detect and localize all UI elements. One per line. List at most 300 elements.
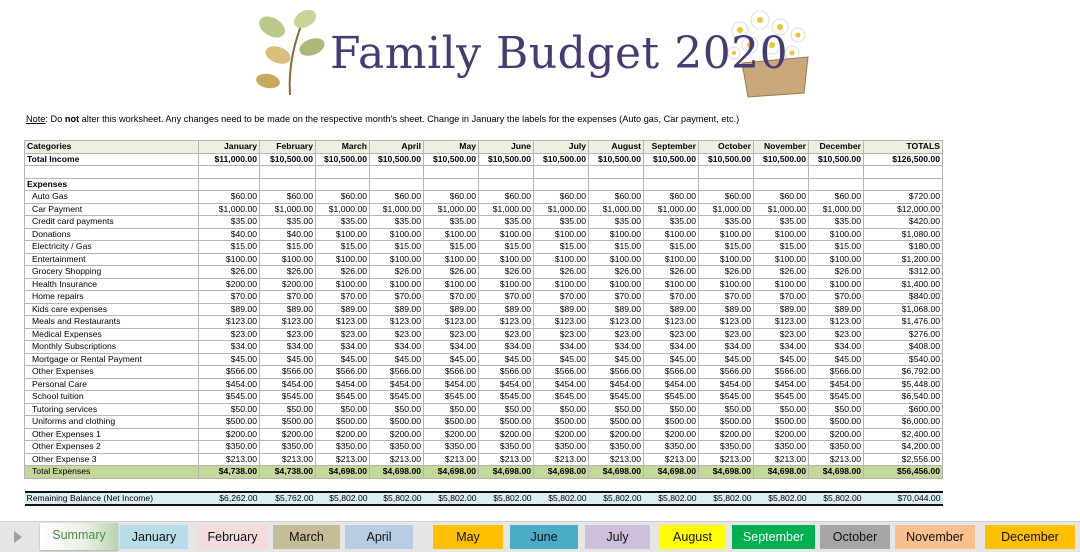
value-cell[interactable] (424, 478, 479, 492)
category-cell[interactable]: Kids care expenses (25, 303, 199, 316)
value-cell[interactable]: $213.00 (644, 453, 699, 466)
value-cell[interactable]: $35.00 (199, 216, 260, 229)
value-cell[interactable]: $70.00 (644, 291, 699, 304)
value-cell[interactable]: $70.00 (589, 291, 644, 304)
total-cell[interactable]: $6,000.00 (864, 416, 943, 429)
value-cell[interactable] (316, 178, 370, 191)
sheet-tab-august[interactable]: August (660, 525, 725, 549)
value-cell[interactable]: $100.00 (644, 278, 699, 291)
value-cell[interactable]: $500.00 (809, 416, 864, 429)
value-cell[interactable]: $35.00 (479, 216, 534, 229)
category-cell[interactable]: Total Income (25, 153, 199, 166)
sheet-tab-march[interactable]: March (273, 525, 340, 549)
value-cell[interactable]: $5,762.00 (260, 492, 316, 505)
value-cell[interactable]: $100.00 (699, 228, 754, 241)
value-cell[interactable]: $10,500.00 (589, 153, 644, 166)
value-cell[interactable]: $100.00 (424, 278, 479, 291)
value-cell[interactable]: $26.00 (479, 266, 534, 279)
value-cell[interactable] (644, 478, 699, 492)
category-cell[interactable]: Other Expenses (25, 366, 199, 379)
value-cell[interactable]: $50.00 (589, 403, 644, 416)
value-cell[interactable]: $566.00 (809, 366, 864, 379)
value-cell[interactable]: $123.00 (754, 316, 809, 329)
value-cell[interactable]: $10,500.00 (370, 153, 424, 166)
value-cell[interactable]: $50.00 (644, 403, 699, 416)
value-cell[interactable]: $26.00 (370, 266, 424, 279)
value-cell[interactable]: $34.00 (479, 341, 534, 354)
value-cell[interactable]: $15.00 (424, 241, 479, 254)
value-cell[interactable]: $60.00 (260, 191, 316, 204)
value-cell[interactable]: $89.00 (479, 303, 534, 316)
value-cell[interactable]: $213.00 (534, 453, 589, 466)
value-cell[interactable]: $566.00 (479, 366, 534, 379)
total-cell[interactable]: $1,080.00 (864, 228, 943, 241)
value-cell[interactable]: $23.00 (754, 328, 809, 341)
value-cell[interactable]: $50.00 (370, 403, 424, 416)
value-cell[interactable]: $100.00 (699, 278, 754, 291)
total-cell[interactable]: $720.00 (864, 191, 943, 204)
value-cell[interactable]: $60.00 (754, 191, 809, 204)
value-cell[interactable]: $500.00 (479, 416, 534, 429)
total-cell[interactable]: $312.00 (864, 266, 943, 279)
value-cell[interactable]: $35.00 (260, 216, 316, 229)
value-cell[interactable]: $35.00 (644, 216, 699, 229)
value-cell[interactable]: $5,802.00 (644, 492, 699, 505)
total-cell[interactable]: $56,456.00 (864, 466, 943, 479)
value-cell[interactable]: $213.00 (316, 453, 370, 466)
sheet-tab-february[interactable]: February (197, 525, 268, 549)
sheet-tab-april[interactable]: April (345, 525, 413, 549)
value-cell[interactable]: $45.00 (534, 353, 589, 366)
column-header[interactable]: April (370, 141, 424, 154)
total-cell[interactable]: $1,068.00 (864, 303, 943, 316)
value-cell[interactable]: $100.00 (370, 278, 424, 291)
category-cell[interactable]: Auto Gas (25, 191, 199, 204)
value-cell[interactable]: $454.00 (644, 378, 699, 391)
value-cell[interactable]: $100.00 (809, 253, 864, 266)
value-cell[interactable]: $45.00 (699, 353, 754, 366)
value-cell[interactable]: $1,000.00 (199, 203, 260, 216)
value-cell[interactable]: $60.00 (534, 191, 589, 204)
total-cell[interactable]: $600.00 (864, 403, 943, 416)
value-cell[interactable]: $4,698.00 (479, 466, 534, 479)
value-cell[interactable]: $200.00 (260, 428, 316, 441)
value-cell[interactable]: $545.00 (479, 391, 534, 404)
value-cell[interactable]: $40.00 (199, 228, 260, 241)
value-cell[interactable]: $566.00 (370, 366, 424, 379)
value-cell[interactable]: $70.00 (534, 291, 589, 304)
value-cell[interactable]: $200.00 (589, 428, 644, 441)
value-cell[interactable]: $23.00 (316, 328, 370, 341)
value-cell[interactable]: $60.00 (316, 191, 370, 204)
value-cell[interactable]: $26.00 (699, 266, 754, 279)
value-cell[interactable]: $1,000.00 (479, 203, 534, 216)
value-cell[interactable]: $34.00 (534, 341, 589, 354)
category-cell[interactable]: Other Expenses 2 (25, 441, 199, 454)
value-cell[interactable]: $50.00 (754, 403, 809, 416)
value-cell[interactable]: $200.00 (199, 428, 260, 441)
value-cell[interactable]: $213.00 (199, 453, 260, 466)
value-cell[interactable]: $350.00 (199, 441, 260, 454)
value-cell[interactable]: $100.00 (316, 253, 370, 266)
value-cell[interactable]: $35.00 (370, 216, 424, 229)
value-cell[interactable]: $100.00 (479, 228, 534, 241)
sheet-tab-july[interactable]: July (585, 525, 650, 549)
value-cell[interactable]: $35.00 (754, 216, 809, 229)
value-cell[interactable]: $350.00 (424, 441, 479, 454)
value-cell[interactable]: $213.00 (370, 453, 424, 466)
value-cell[interactable]: $566.00 (754, 366, 809, 379)
value-cell[interactable]: $545.00 (316, 391, 370, 404)
value-cell[interactable]: $454.00 (260, 378, 316, 391)
value-cell[interactable]: $10,500.00 (754, 153, 809, 166)
column-header[interactable]: July (534, 141, 589, 154)
value-cell[interactable]: $123.00 (370, 316, 424, 329)
value-cell[interactable]: $4,698.00 (699, 466, 754, 479)
category-cell[interactable]: Electricity / Gas (25, 241, 199, 254)
value-cell[interactable]: $34.00 (699, 341, 754, 354)
value-cell[interactable]: $89.00 (754, 303, 809, 316)
category-cell[interactable]: Expenses (25, 178, 199, 191)
value-cell[interactable]: $123.00 (316, 316, 370, 329)
value-cell[interactable]: $1,000.00 (424, 203, 479, 216)
value-cell[interactable]: $5,802.00 (424, 492, 479, 505)
value-cell[interactable]: $123.00 (479, 316, 534, 329)
value-cell[interactable]: $50.00 (699, 403, 754, 416)
category-cell[interactable]: Meals and Restaurants (25, 316, 199, 329)
value-cell[interactable]: $5,802.00 (754, 492, 809, 505)
category-cell[interactable]: Remaining Balance (Net Income) (25, 492, 199, 505)
value-cell[interactable]: $1,000.00 (589, 203, 644, 216)
value-cell[interactable]: $100.00 (199, 253, 260, 266)
value-cell[interactable]: $100.00 (370, 228, 424, 241)
value-cell[interactable] (370, 166, 424, 179)
value-cell[interactable]: $26.00 (589, 266, 644, 279)
category-cell[interactable]: Mortgage or Rental Payment (25, 353, 199, 366)
value-cell[interactable] (199, 166, 260, 179)
value-cell[interactable]: $89.00 (809, 303, 864, 316)
value-cell[interactable]: $350.00 (260, 441, 316, 454)
value-cell[interactable]: $60.00 (809, 191, 864, 204)
value-cell[interactable]: $100.00 (260, 253, 316, 266)
value-cell[interactable]: $566.00 (589, 366, 644, 379)
value-cell[interactable]: $200.00 (534, 428, 589, 441)
value-cell[interactable]: $454.00 (370, 378, 424, 391)
value-cell[interactable]: $123.00 (534, 316, 589, 329)
value-cell[interactable]: $100.00 (589, 228, 644, 241)
value-cell[interactable]: $123.00 (199, 316, 260, 329)
column-header[interactable]: March (316, 141, 370, 154)
value-cell[interactable]: $45.00 (754, 353, 809, 366)
value-cell[interactable]: $500.00 (699, 416, 754, 429)
value-cell[interactable] (260, 178, 316, 191)
category-cell[interactable]: Total Expenses (25, 466, 199, 479)
value-cell[interactable] (260, 166, 316, 179)
value-cell[interactable] (479, 166, 534, 179)
value-cell[interactable]: $34.00 (370, 341, 424, 354)
total-cell[interactable]: $420.00 (864, 216, 943, 229)
value-cell[interactable]: $89.00 (199, 303, 260, 316)
value-cell[interactable]: $10,500.00 (316, 153, 370, 166)
value-cell[interactable]: $100.00 (754, 253, 809, 266)
total-cell[interactable]: $540.00 (864, 353, 943, 366)
value-cell[interactable]: $454.00 (809, 378, 864, 391)
value-cell[interactable]: $4,738.00 (260, 466, 316, 479)
value-cell[interactable]: $34.00 (424, 341, 479, 354)
value-cell[interactable]: $454.00 (589, 378, 644, 391)
value-cell[interactable] (699, 178, 754, 191)
total-cell[interactable]: $1,200.00 (864, 253, 943, 266)
value-cell[interactable]: $15.00 (644, 241, 699, 254)
value-cell[interactable]: $200.00 (370, 428, 424, 441)
value-cell[interactable]: $566.00 (644, 366, 699, 379)
value-cell[interactable] (534, 178, 589, 191)
total-cell[interactable]: $1,400.00 (864, 278, 943, 291)
total-cell[interactable]: $4,200.00 (864, 441, 943, 454)
value-cell[interactable]: $45.00 (589, 353, 644, 366)
value-cell[interactable]: $35.00 (424, 216, 479, 229)
value-cell[interactable]: $100.00 (699, 253, 754, 266)
value-cell[interactable]: $34.00 (809, 341, 864, 354)
sheet-tab-june[interactable]: June (510, 525, 578, 549)
value-cell[interactable]: $500.00 (199, 416, 260, 429)
value-cell[interactable]: $1,000.00 (809, 203, 864, 216)
category-cell[interactable]: Credit card payments (25, 216, 199, 229)
total-cell[interactable]: $6,792.00 (864, 366, 943, 379)
value-cell[interactable]: $454.00 (199, 378, 260, 391)
value-cell[interactable]: $60.00 (699, 191, 754, 204)
value-cell[interactable]: $200.00 (424, 428, 479, 441)
value-cell[interactable]: $500.00 (260, 416, 316, 429)
total-cell[interactable]: $180.00 (864, 241, 943, 254)
value-cell[interactable]: $23.00 (809, 328, 864, 341)
value-cell[interactable]: $213.00 (809, 453, 864, 466)
category-cell[interactable]: Donations (25, 228, 199, 241)
value-cell[interactable]: $34.00 (199, 341, 260, 354)
value-cell[interactable]: $4,698.00 (370, 466, 424, 479)
value-cell[interactable]: $89.00 (699, 303, 754, 316)
value-cell[interactable]: $50.00 (316, 403, 370, 416)
value-cell[interactable]: $200.00 (809, 428, 864, 441)
value-cell[interactable] (589, 166, 644, 179)
total-cell[interactable]: $408.00 (864, 341, 943, 354)
category-cell[interactable]: Other Expenses 1 (25, 428, 199, 441)
value-cell[interactable]: $70.00 (260, 291, 316, 304)
value-cell[interactable] (534, 166, 589, 179)
value-cell[interactable]: $454.00 (534, 378, 589, 391)
value-cell[interactable]: $545.00 (424, 391, 479, 404)
sheet-tab-january[interactable]: January (120, 525, 188, 549)
value-cell[interactable]: $5,802.00 (370, 492, 424, 505)
value-cell[interactable]: $15.00 (589, 241, 644, 254)
value-cell[interactable]: $15.00 (199, 241, 260, 254)
total-cell[interactable]: $126,500.00 (864, 153, 943, 166)
value-cell[interactable]: $100.00 (589, 278, 644, 291)
value-cell[interactable] (809, 178, 864, 191)
total-cell[interactable]: $1,476.00 (864, 316, 943, 329)
value-cell[interactable]: $1,000.00 (644, 203, 699, 216)
value-cell[interactable]: $100.00 (316, 278, 370, 291)
column-header[interactable]: August (589, 141, 644, 154)
total-cell[interactable]: $276.00 (864, 328, 943, 341)
value-cell[interactable]: $500.00 (534, 416, 589, 429)
value-cell[interactable]: $4,698.00 (589, 466, 644, 479)
value-cell[interactable]: $100.00 (534, 278, 589, 291)
value-cell[interactable]: $100.00 (316, 228, 370, 241)
value-cell[interactable] (316, 478, 370, 492)
value-cell[interactable]: $35.00 (699, 216, 754, 229)
value-cell[interactable]: $34.00 (260, 341, 316, 354)
value-cell[interactable]: $23.00 (589, 328, 644, 341)
category-cell[interactable]: Grocery Shopping (25, 266, 199, 279)
value-cell[interactable]: $100.00 (424, 228, 479, 241)
value-cell[interactable]: $34.00 (316, 341, 370, 354)
value-cell[interactable]: $350.00 (644, 441, 699, 454)
value-cell[interactable]: $26.00 (316, 266, 370, 279)
value-cell[interactable] (199, 178, 260, 191)
total-cell[interactable] (864, 478, 943, 492)
value-cell[interactable]: $23.00 (424, 328, 479, 341)
value-cell[interactable]: $200.00 (754, 428, 809, 441)
value-cell[interactable] (699, 166, 754, 179)
value-cell[interactable] (699, 478, 754, 492)
total-cell[interactable]: $6,540.00 (864, 391, 943, 404)
category-cell[interactable]: Monthly Subscriptions (25, 341, 199, 354)
column-header[interactable]: January (199, 141, 260, 154)
value-cell[interactable]: $50.00 (199, 403, 260, 416)
value-cell[interactable] (589, 178, 644, 191)
value-cell[interactable]: $45.00 (316, 353, 370, 366)
total-cell[interactable]: $5,448.00 (864, 378, 943, 391)
value-cell[interactable]: $23.00 (699, 328, 754, 341)
value-cell[interactable]: $123.00 (589, 316, 644, 329)
value-cell[interactable]: $45.00 (260, 353, 316, 366)
value-cell[interactable]: $23.00 (370, 328, 424, 341)
category-cell[interactable]: Medical Expenses (25, 328, 199, 341)
value-cell[interactable]: $60.00 (479, 191, 534, 204)
total-cell[interactable]: $2,556.00 (864, 453, 943, 466)
value-cell[interactable]: $50.00 (534, 403, 589, 416)
value-cell[interactable]: $4,698.00 (809, 466, 864, 479)
value-cell[interactable]: $100.00 (424, 253, 479, 266)
value-cell[interactable]: $26.00 (260, 266, 316, 279)
value-cell[interactable]: $60.00 (589, 191, 644, 204)
value-cell[interactable]: $35.00 (809, 216, 864, 229)
total-cell[interactable]: $2,400.00 (864, 428, 943, 441)
value-cell[interactable] (809, 478, 864, 492)
value-cell[interactable]: $15.00 (479, 241, 534, 254)
value-cell[interactable]: $10,500.00 (534, 153, 589, 166)
value-cell[interactable]: $10,500.00 (479, 153, 534, 166)
value-cell[interactable]: $200.00 (316, 428, 370, 441)
value-cell[interactable]: $10,500.00 (809, 153, 864, 166)
category-cell[interactable]: Entertainment (25, 253, 199, 266)
value-cell[interactable]: $15.00 (534, 241, 589, 254)
value-cell[interactable]: $100.00 (534, 253, 589, 266)
value-cell[interactable]: $40.00 (260, 228, 316, 241)
column-header[interactable]: September (644, 141, 699, 154)
sheet-tab-december[interactable]: December (985, 525, 1075, 549)
value-cell[interactable]: $60.00 (424, 191, 479, 204)
value-cell[interactable] (260, 478, 316, 492)
value-cell[interactable]: $70.00 (199, 291, 260, 304)
category-cell[interactable]: Uniforms and clothing (25, 416, 199, 429)
value-cell[interactable]: $23.00 (644, 328, 699, 341)
column-header[interactable]: November (754, 141, 809, 154)
value-cell[interactable] (754, 478, 809, 492)
value-cell[interactable]: $566.00 (316, 366, 370, 379)
total-cell[interactable]: $840.00 (864, 291, 943, 304)
value-cell[interactable]: $4,698.00 (424, 466, 479, 479)
value-cell[interactable]: $213.00 (260, 453, 316, 466)
value-cell[interactable]: $70.00 (754, 291, 809, 304)
value-cell[interactable]: $4,698.00 (644, 466, 699, 479)
value-cell[interactable]: $10,500.00 (699, 153, 754, 166)
column-header[interactable]: December (809, 141, 864, 154)
value-cell[interactable]: $45.00 (199, 353, 260, 366)
value-cell[interactable]: $100.00 (479, 253, 534, 266)
category-cell[interactable] (25, 478, 199, 492)
value-cell[interactable]: $60.00 (644, 191, 699, 204)
value-cell[interactable]: $454.00 (316, 378, 370, 391)
value-cell[interactable]: $200.00 (644, 428, 699, 441)
value-cell[interactable]: $26.00 (809, 266, 864, 279)
total-cell[interactable] (864, 178, 943, 191)
value-cell[interactable]: $34.00 (754, 341, 809, 354)
value-cell[interactable]: $200.00 (199, 278, 260, 291)
value-cell[interactable] (809, 166, 864, 179)
value-cell[interactable] (589, 478, 644, 492)
value-cell[interactable]: $566.00 (534, 366, 589, 379)
value-cell[interactable]: $45.00 (809, 353, 864, 366)
value-cell[interactable]: $5,802.00 (809, 492, 864, 505)
value-cell[interactable] (370, 178, 424, 191)
value-cell[interactable]: $10,500.00 (644, 153, 699, 166)
value-cell[interactable]: $10,500.00 (424, 153, 479, 166)
value-cell[interactable]: $26.00 (199, 266, 260, 279)
value-cell[interactable]: $89.00 (316, 303, 370, 316)
column-header[interactable]: October (699, 141, 754, 154)
value-cell[interactable]: $545.00 (644, 391, 699, 404)
value-cell[interactable]: $70.00 (479, 291, 534, 304)
sheet-tab-october[interactable]: October (820, 525, 890, 549)
value-cell[interactable]: $500.00 (424, 416, 479, 429)
value-cell[interactable]: $500.00 (370, 416, 424, 429)
value-cell[interactable]: $213.00 (479, 453, 534, 466)
value-cell[interactable]: $545.00 (199, 391, 260, 404)
value-cell[interactable]: $545.00 (260, 391, 316, 404)
value-cell[interactable]: $23.00 (534, 328, 589, 341)
scroll-tabs-arrow-icon[interactable] (14, 531, 22, 543)
value-cell[interactable]: $545.00 (534, 391, 589, 404)
value-cell[interactable] (754, 178, 809, 191)
value-cell[interactable]: $35.00 (316, 216, 370, 229)
value-cell[interactable]: $89.00 (370, 303, 424, 316)
column-header[interactable]: June (479, 141, 534, 154)
value-cell[interactable]: $4,698.00 (534, 466, 589, 479)
value-cell[interactable]: $100.00 (370, 253, 424, 266)
value-cell[interactable]: $213.00 (424, 453, 479, 466)
value-cell[interactable]: $5,802.00 (316, 492, 370, 505)
value-cell[interactable]: $123.00 (809, 316, 864, 329)
column-header[interactable]: TOTALS (864, 141, 943, 154)
value-cell[interactable]: $350.00 (809, 441, 864, 454)
value-cell[interactable]: $454.00 (479, 378, 534, 391)
value-cell[interactable] (479, 178, 534, 191)
value-cell[interactable]: $23.00 (199, 328, 260, 341)
category-cell[interactable]: Tutoring services (25, 403, 199, 416)
value-cell[interactable]: $566.00 (424, 366, 479, 379)
